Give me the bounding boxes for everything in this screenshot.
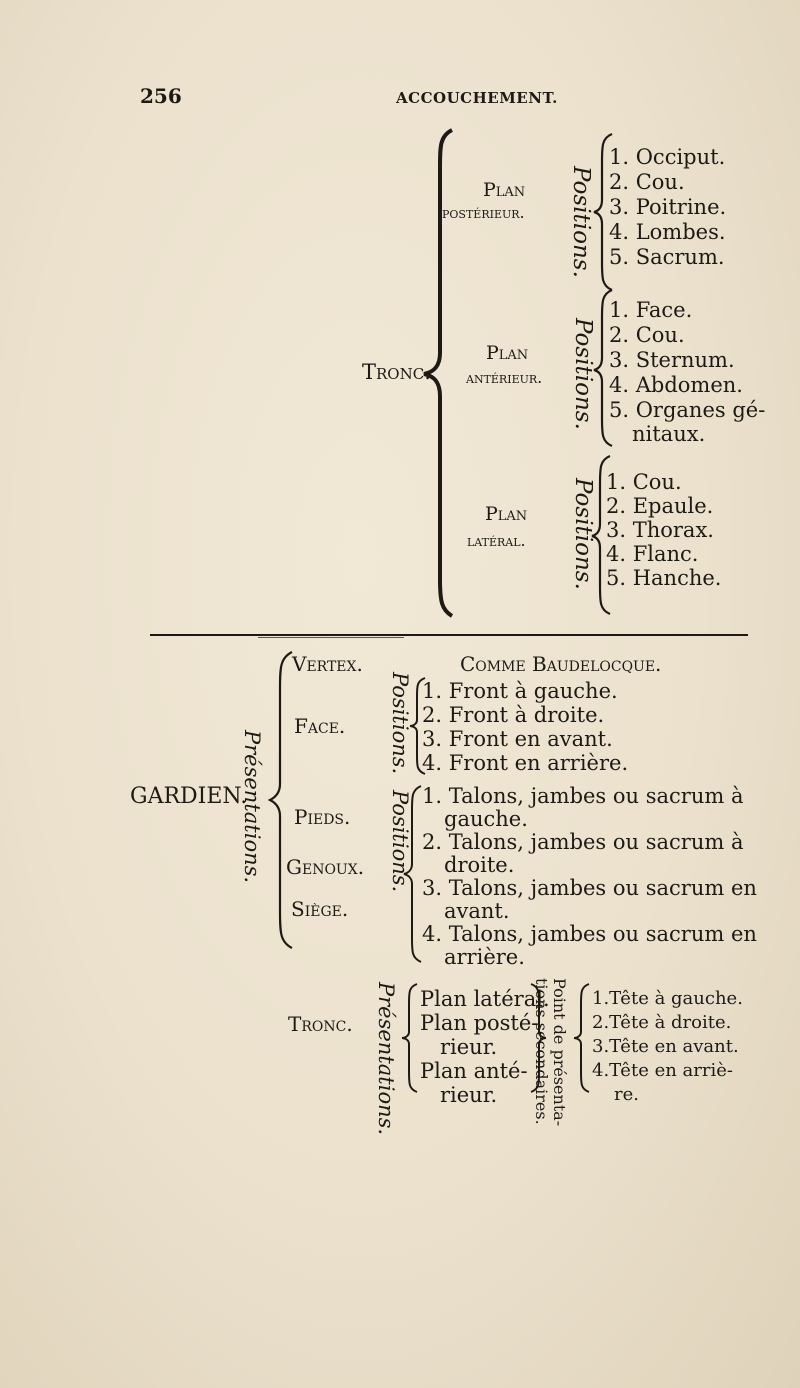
secondary-label-line-1: Point de présenta-: [550, 978, 569, 1127]
lower-item-1-cont: gauche.: [444, 807, 528, 831]
face-positions-label: Positions.: [388, 672, 412, 775]
tronc-plan-2-cont: rieur.: [440, 1035, 498, 1059]
lower-item-2: 2. Talons, jambes ou sacrum à: [422, 830, 744, 854]
plan-lateral-item-3: 3. Thorax.: [606, 518, 714, 542]
plan-posterieur-item-5: 5. Sacrum.: [609, 245, 725, 269]
tronc-secondary-brace: [572, 982, 592, 1094]
plan-posterieur-label-1: Plan: [483, 179, 526, 201]
plan-lateral-item-1: 1. Cou.: [606, 470, 682, 494]
face-label: Face.: [294, 714, 346, 738]
plan-posterieur-item-4: 4. Lombes.: [609, 220, 726, 244]
plan-anterieur-positions-label: Positions.: [570, 318, 596, 430]
tronc-secondary-item-3: 3.Tête en avant.: [592, 1036, 739, 1057]
tronc-plan-1: Plan latéral.: [420, 987, 550, 1011]
plan-anterieur-label-1: Plan: [486, 342, 529, 364]
vertex-note: Comme Baudelocque.: [460, 652, 662, 676]
face-item-2: 2. Front à droite.: [422, 703, 605, 727]
gardien-presentations-label: Présentations.: [240, 730, 264, 884]
lower-item-3: 3. Talons, jambes ou sacrum en: [422, 876, 757, 900]
plan-posterieur-item-1: 1. Occiput.: [609, 145, 726, 169]
plan-lateral-item-5: 5. Hanche.: [606, 566, 722, 590]
tronc-secondary-item-2: 2.Tête à droite.: [592, 1012, 732, 1033]
face-item-1: 1. Front à gauche.: [422, 679, 618, 703]
plan-lateral-item-2: 2. Epaule.: [606, 494, 714, 518]
plan-posterieur-item-2: 2. Cou.: [609, 170, 685, 194]
tronc-plan-2: Plan posté-: [420, 1011, 539, 1035]
section-divider: [150, 634, 748, 636]
vertex-label: Vertex.: [292, 652, 363, 676]
lower-positions-brace: [402, 784, 424, 964]
face-item-3: 3. Front en avant.: [422, 727, 613, 751]
plan-anterieur-item-5: 5. Organes gé-: [609, 398, 766, 422]
tronc-bottom-presentations-brace: [400, 982, 420, 1094]
plan-anterieur-item-3: 3. Sternum.: [609, 348, 735, 372]
tronc-secondary-item-1: 1.Tête à gauche.: [592, 988, 743, 1009]
tronc-top-big-brace: [420, 128, 460, 618]
plan-anterieur-label-2: antérieur.: [466, 368, 543, 387]
lower-item-3-cont: avant.: [444, 899, 510, 923]
siege-label: Siège.: [291, 897, 349, 921]
plan-posterieur-item-3: 3. Poitrine.: [609, 195, 727, 219]
lower-item-4: 4. Talons, jambes ou sacrum en: [422, 922, 757, 946]
plan-posterieur-positions-label: Positions.: [568, 166, 594, 278]
section-divider-short: [258, 637, 404, 638]
tronc-secondary-item-4: 4.Tête en arriè-: [592, 1060, 733, 1081]
page-number: 256: [140, 84, 182, 108]
plan-posterieur-label-2: postérieur.: [442, 203, 525, 222]
lower-item-2-cont: droite.: [444, 853, 515, 877]
lower-item-1: 1. Talons, jambes ou sacrum à: [422, 784, 744, 808]
tronc-secondary-item-5: re.: [614, 1084, 639, 1105]
running-title: ACCOUCHEMENT.: [396, 89, 558, 107]
gardien-label: GARDIEN.: [130, 784, 248, 809]
tronc-plan-3-cont: rieur.: [440, 1083, 498, 1107]
tronc-bottom-presentations-label: Présentations.: [374, 982, 398, 1136]
lower-item-4-cont: arrière.: [444, 945, 525, 969]
plan-lateral-label-1: Plan: [485, 503, 528, 525]
pieds-label: Pieds.: [294, 805, 351, 829]
plan-lateral-positions-label: Positions.: [570, 478, 596, 590]
lower-positions-label: Positions.: [388, 790, 412, 893]
tronc-top-label: Tronc.: [362, 360, 431, 384]
secondary-label-line-2: tions secondaires.: [532, 978, 551, 1125]
face-item-4: 4. Front en arrière.: [422, 751, 629, 775]
tronc-plan-3: Plan anté-: [420, 1059, 528, 1083]
plan-lateral-label-2: latéral.: [467, 531, 526, 550]
plan-anterieur-item-6: nitaux.: [632, 422, 706, 446]
plan-anterieur-item-4: 4. Abdomen.: [609, 373, 743, 397]
plan-anterieur-item-2: 2. Cou.: [609, 323, 685, 347]
tronc-bottom-label: Tronc.: [288, 1012, 353, 1036]
plan-lateral-item-4: 4. Flanc.: [606, 542, 699, 566]
genoux-label: Genoux.: [286, 855, 365, 879]
plan-anterieur-item-1: 1. Face.: [609, 298, 693, 322]
